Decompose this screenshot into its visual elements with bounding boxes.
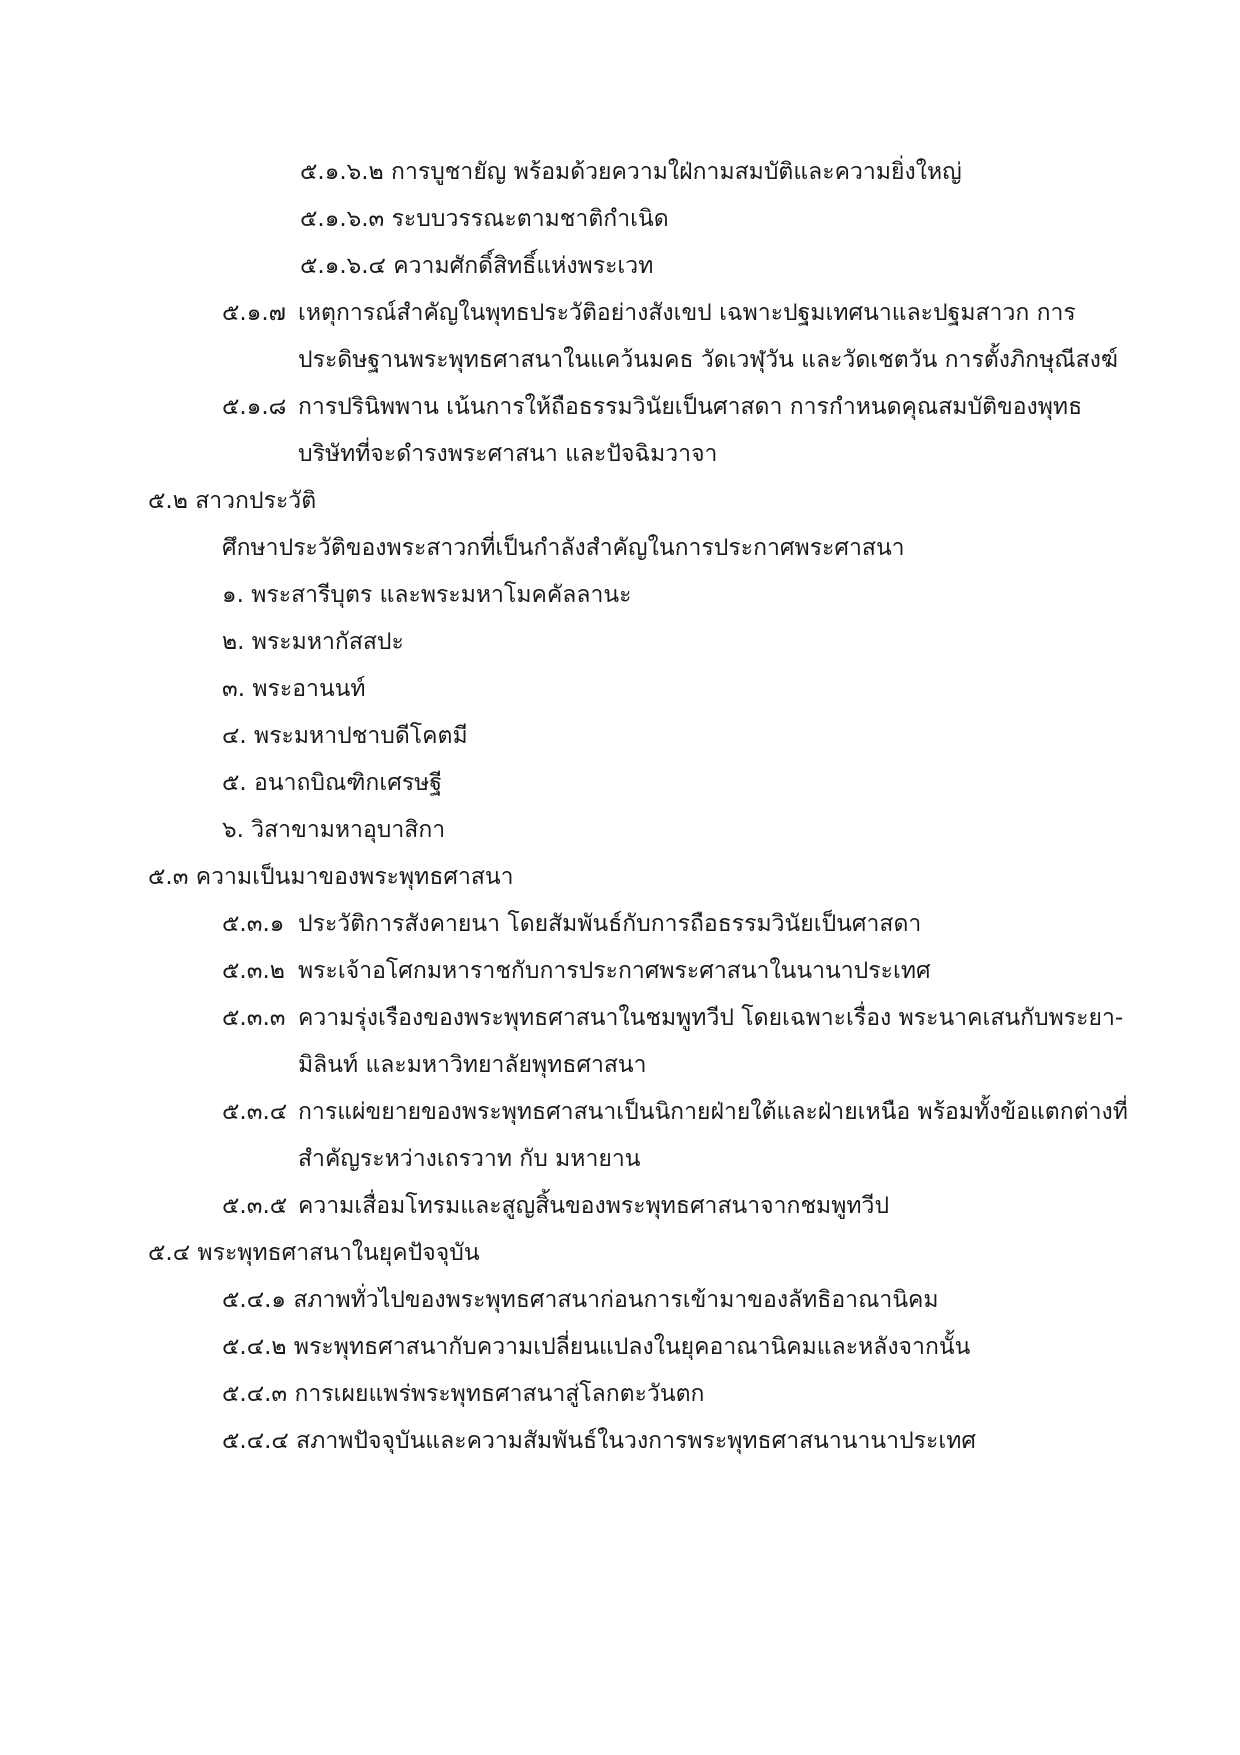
item-5-1-7 <box>222 298 1076 328</box>
item-5-3-3-continuation: มิลินท์ และมหาวิทยาลัยพุทธศาสนา <box>298 1052 647 1078</box>
section-heading-5-3: ๕.๓ ความเป็นมาของพระพุทธศาสนา <box>148 864 514 890</box>
item-number: ๕.๓.๒ <box>222 958 285 984</box>
item-5-3-5 <box>222 1191 889 1221</box>
item-text: ความเสื่อมโทรมและสูญสิ้นของพระพุทธศาสนาจากชมพูทวีป <box>298 1193 890 1219</box>
item-5-3-3 <box>222 1003 1123 1033</box>
item-5-1-7-continuation: ประดิษฐานพระพุทธศาสนาในแคว้นมคธ วัดเวฬุวัน และวัดเชตวัน การตั้งภิกษุณีสงฆ์ <box>298 347 1118 373</box>
item-number: ๕.๓.๑ <box>222 911 285 937</box>
item-5-1-8-continuation: บริษัทที่จะดำรงพระศาสนา และปัจฉิมวาจา <box>298 441 718 467</box>
section-heading-5-2: ๕.๒ สาวกประวัติ <box>148 488 317 514</box>
section-heading-5-4: ๕.๔ พระพุทธศาสนาในยุคปัจจุบัน <box>148 1240 480 1266</box>
item-text: เหตุการณ์สำคัญในพุทธประวัติอย่างสังเขป เฉพาะปฐมเทศนาและปฐมสาวก การ <box>298 300 1076 326</box>
item-text: การแผ่ขยายของพระพุทธศาสนาเป็นนิกายฝ่ายใต้และฝ่ายเหนือ พร้อมทั้งข้อแตกต่างที่ <box>298 1099 1128 1125</box>
item-number: ๕.๑.๘ <box>222 394 287 420</box>
disciple-item: ๕. อนาถบิณฑิกเศรษฐี <box>222 770 443 796</box>
item-text: ความรุ่งเรืองของพระพุทธศาสนาในชมพูทวีป โดยเฉพาะเรื่อง พระนาคเสนกับพระยา- <box>298 1005 1124 1031</box>
item-5-1-8 <box>222 392 1082 422</box>
item-5-1-6-4: ๕.๑.๖.๔ ความศักดิ์สิทธิ์แห่งพระเวท <box>300 253 654 279</box>
item-5-3-1 <box>222 909 921 939</box>
item-number: ๕.๓.๓ <box>222 1005 286 1031</box>
item-number: ๕.๑.๗ <box>222 300 286 326</box>
disciple-item: ๖. วิสาขามหาอุบาสิกา <box>222 817 446 843</box>
item-5-4-3: ๕.๔.๓ การเผยแพร่พระพุทธศาสนาสู่โลกตะวันตก <box>222 1381 705 1407</box>
item-5-4-1: ๕.๔.๑ สภาพทั่วไปของพระพุทธศาสนาก่อนการเข้ามาของลัทธิอาณานิคม <box>222 1287 939 1313</box>
disciple-item: ๔. พระมหาปชาบดีโคตมี <box>222 723 468 749</box>
item-number: ๕.๓.๕ <box>222 1193 288 1219</box>
item-5-3-2 <box>222 956 931 986</box>
item-5-4-2: ๕.๔.๒ พระพุทธศาสนากับความเปลี่ยนแปลงในยุคอาณานิคมและหลังจากนั้น <box>222 1334 971 1360</box>
item-text: ประวัติการสังคายนา โดยสัมพันธ์กับการถือธรรมวินัยเป็นศาสดา <box>298 911 922 937</box>
item-5-3-4 <box>222 1097 1128 1127</box>
disciple-item: ๓. พระอานนท์ <box>222 676 366 702</box>
item-text: การปรินิพพาน เน้นการให้ถือธรรมวินัยเป็นศาสดา การกำหนดคุณสมบัติของพุทธ <box>298 394 1083 420</box>
section-5-2-intro: ศึกษาประวัติของพระสาวกที่เป็นกำลังสำคัญในการประกาศพระศาสนา <box>222 535 905 561</box>
disciple-item: ๒. พระมหากัสสปะ <box>222 629 404 655</box>
item-text: พระเจ้าอโศกมหาราชกับการประกาศพระศาสนาในนานาประเทศ <box>298 958 931 984</box>
item-5-3-4-continuation: สำคัญระหว่างเถรวาท กับ มหายาน <box>298 1146 641 1172</box>
item-5-1-6-2: ๕.๑.๖.๒ การบูชายัญ พร้อมด้วยความใฝ่กามสมบัติและความยิ่งใหญ่ <box>300 159 962 185</box>
item-number: ๕.๓.๔ <box>222 1099 288 1125</box>
disciple-item: ๑. พระสารีบุตร และพระมหาโมคคัลลานะ <box>222 582 632 608</box>
item-5-4-4: ๕.๔.๔ สภาพปัจจุบันและความสัมพันธ์ในวงการพระพุทธศาสนานานาประเทศ <box>222 1428 976 1454</box>
item-5-1-6-3: ๕.๑.๖.๓ ระบบวรรณะตามชาติกำเนิด <box>300 206 669 232</box>
